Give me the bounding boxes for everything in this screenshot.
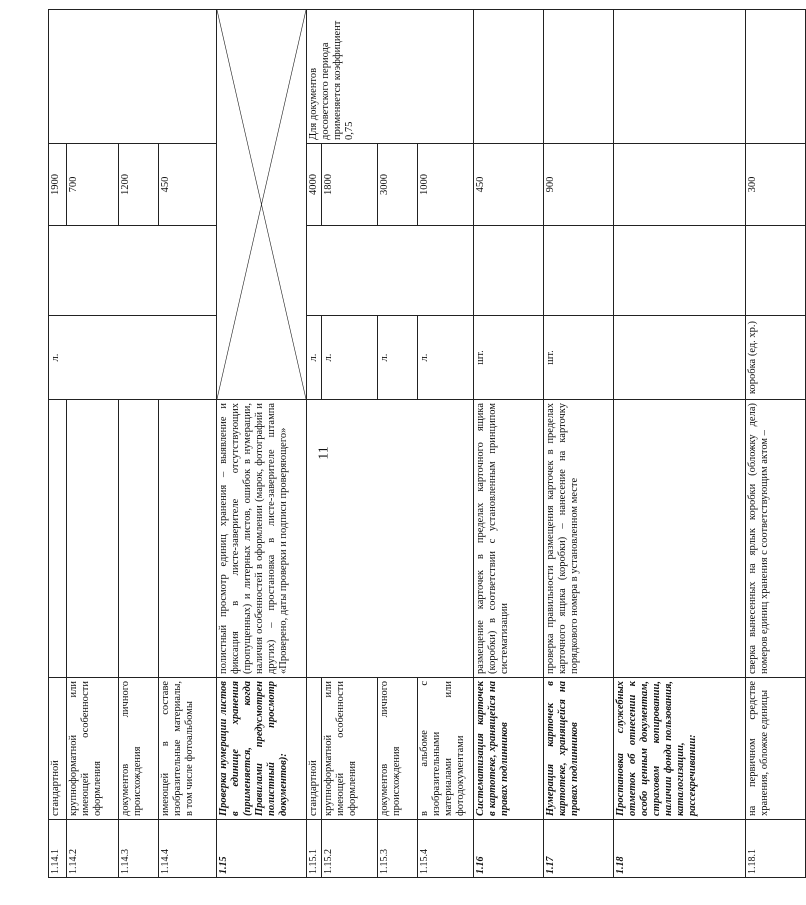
table-row (217, 10, 307, 878)
row-number: 1.14.2 (67, 820, 119, 878)
rotated-table-stage (48, 10, 771, 878)
row-norm: 1000 (418, 144, 474, 226)
row-content (307, 400, 474, 678)
row-name: документов личного происхождения (119, 678, 159, 820)
table-row (49, 10, 67, 878)
row-note (544, 10, 614, 144)
row-col5 (474, 226, 544, 316)
row-number: 1.14.1 (49, 820, 67, 878)
row-unit (614, 316, 746, 400)
row-number: 1.14.4 (159, 820, 217, 878)
row-name: Систематизация карточек в картотеке, хранящейся на правах подлинников (474, 678, 544, 820)
row-name: в альбоме с изобразительными материалами или фотодокументами (418, 678, 474, 820)
row-number: 1.16 (474, 820, 544, 878)
row-name: документов личного происхождения (378, 678, 418, 820)
page-number-text: 11 (316, 445, 332, 460)
row-unit: л. (378, 316, 418, 400)
row-norm: 450 (159, 144, 217, 226)
table-row (614, 10, 746, 878)
row-unit: шт. (474, 316, 544, 400)
row-unit: л. (322, 316, 378, 400)
row-name: на первичном средстве хранения, обложке единицы (746, 678, 806, 820)
table-row (307, 10, 322, 878)
row-norm: 300 (746, 144, 806, 226)
crossed-out-cell (217, 10, 307, 400)
row-note (49, 10, 217, 144)
row-number: 1.15 (217, 820, 307, 878)
cross-mark (217, 10, 306, 399)
table-row (544, 10, 614, 878)
table-row (746, 10, 806, 878)
row-norm: 3000 (378, 144, 418, 226)
row-name: Нумерация карточек в картотеке, хранящейся на правах подлинников (544, 678, 614, 820)
row-number: 1.15.3 (378, 820, 418, 878)
row-number: 1.18 (614, 820, 746, 878)
row-name: стандартной (49, 678, 67, 820)
row-norm: 1800 (322, 144, 378, 226)
row-number: 1.15.2 (322, 820, 378, 878)
row-unit: л. (418, 316, 474, 400)
row-number: 1.14.3 (119, 820, 159, 878)
row-content: проверка правильности размещения карточек в пределах карточного ящика (коробки) – нанесение на карточку порядкового номера в установленном месте (544, 400, 614, 678)
row-content: полистный просмотр единиц хранения – выявление и фиксация в листе-заверителе отсутствующих (пропущенных) и литерных листов, ошибок в нумерации, наличия особенностей в оформлении (марок, фотографий и других) – простановка в листе-заверителе штампа «Проверено, даты проверки и подписи проверяющего» (217, 400, 307, 678)
row-name: стандартной (307, 678, 322, 820)
row-name: Проверка нумерации листов в единице хранения (применяется, когда Правилами предусмотрен полистный просмотр документов): (217, 678, 307, 820)
row-norm: 900 (544, 144, 614, 226)
row-note (614, 10, 746, 144)
row-note (474, 10, 544, 144)
row-number: 1.18.1 (746, 820, 806, 878)
row-content (49, 400, 67, 678)
row-number: 1.15.1 (307, 820, 322, 878)
row-col5 (746, 226, 806, 316)
row-col5 (49, 226, 217, 316)
row-content (159, 400, 217, 678)
row-content (614, 400, 746, 678)
row-content (67, 400, 119, 678)
row-unit: коробка (ед. хр.) (746, 316, 806, 400)
row-norm: 1200 (119, 144, 159, 226)
row-number: 1.15.4 (418, 820, 474, 878)
row-unit: шт. (544, 316, 614, 400)
norms-table (48, 9, 806, 878)
row-number: 1.17 (544, 820, 614, 878)
row-name: имеющей в составе изобразительные материалы, в том числе фотоальбомы (159, 678, 217, 820)
table-row (474, 10, 544, 878)
row-unit: л. (49, 316, 217, 400)
row-norm: 1900 (49, 144, 67, 226)
row-note (746, 10, 806, 144)
row-col5 (614, 226, 746, 316)
row-col5 (544, 226, 614, 316)
row-name: крупноформатной или имеющей особенности оформления (67, 678, 119, 820)
row-norm: 700 (67, 144, 119, 226)
row-name: крупноформатной или имеющей особенности оформления (322, 678, 378, 820)
row-unit: л. (307, 316, 322, 400)
row-content: размещение карточек в пределах карточного ящика (коробки) в соответствии с установленным принципом систематизации (474, 400, 544, 678)
row-norm: 450 (474, 144, 544, 226)
row-name: Простановка служебных отметок об отнесении к особо ценным документам, страховом копировании, наличии фонда пользования, каталогизации, рассекречивании: (614, 678, 746, 820)
row-content (119, 400, 159, 678)
row-note: Для документов досоветского периода применяется коэффициент 0,75 (307, 10, 474, 144)
row-norm (614, 144, 746, 226)
row-norm: 4000 (307, 144, 322, 226)
row-content: сверка вынесенных на ярлык коробки (обложку дела) номеров единиц хранения с соответствующим актом – (746, 400, 806, 678)
row-col5 (307, 226, 474, 316)
